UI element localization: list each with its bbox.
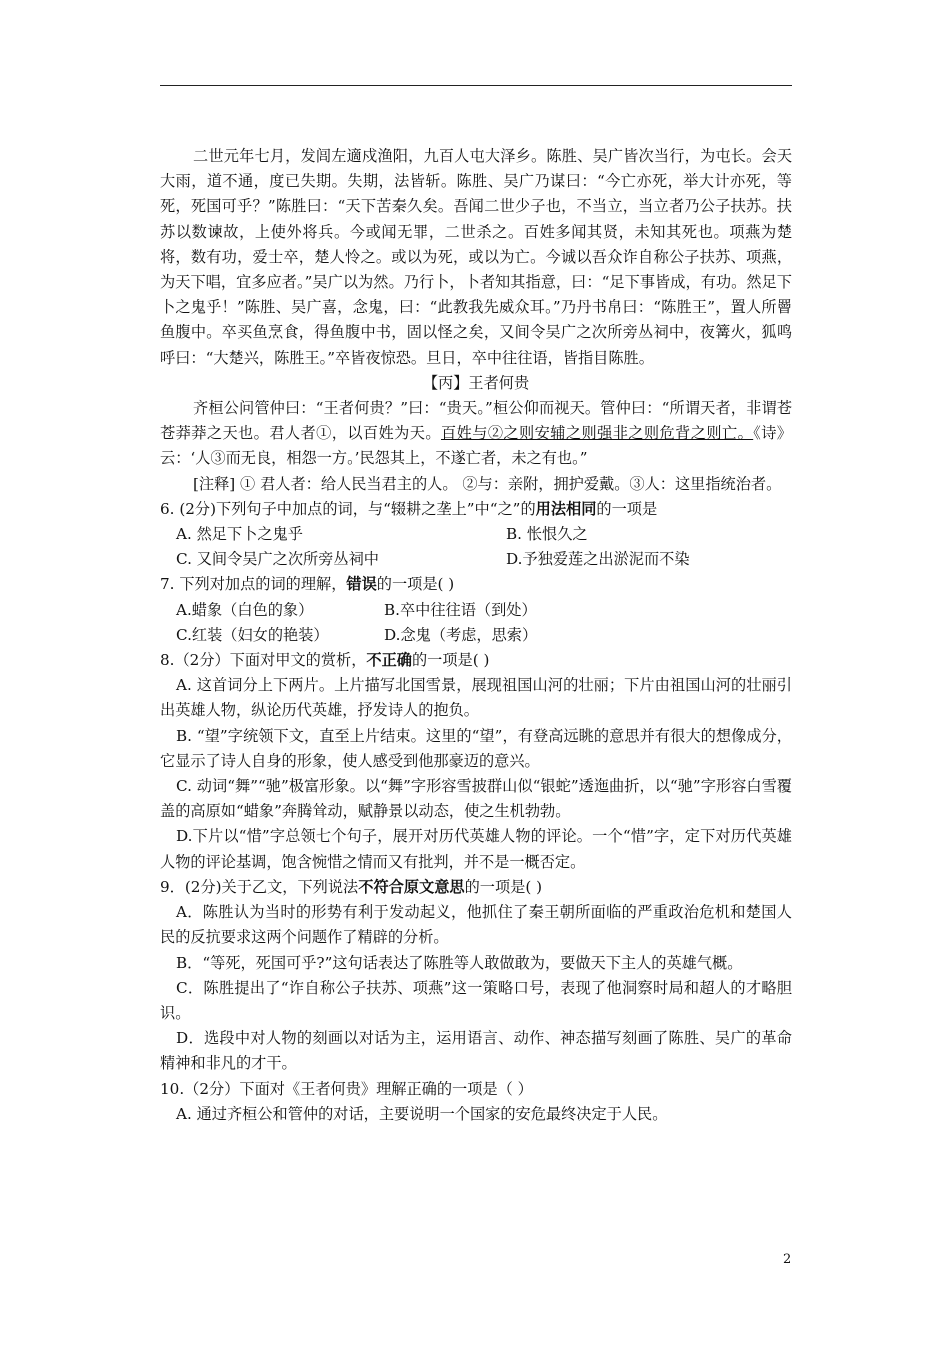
q9-option-a: A．陈胜认为当时的形势有利于发动起义，他抓住了秦王朝所面临的严重政治危机和楚国人民的反抗要求这两个问题作了精辟的分析。 <box>160 903 792 947</box>
question-6-options-ab <box>160 522 792 547</box>
q9-option-b: B．“等死，死国可乎?”这句话表达了陈胜等人敢做敢为，要做天下主人的英雄气概。 <box>176 953 743 972</box>
passage-bing-note: [注释] ① 君人者：给人民当君主的人。 ②与：亲附，拥护爱戴。③人：这里指统治者。 <box>193 474 782 493</box>
page-number: 2 <box>783 1252 792 1267</box>
q7-option-d: D.念鬼（考虑，思索） <box>384 625 538 644</box>
q6-option-b: B. 怅恨久之 <box>506 525 588 544</box>
q7-option-a: A.蜡象（白色的象） <box>176 600 314 619</box>
q8-option-c: C. 动词“舞”“驰”极富形象。以“舞”字形容雪披群山似“银蛇”透迤曲折，以“驰”字形容白雪覆盖的高原如“蜡象”奔腾耸动，赋静景以动态，使之生机勃勃。 <box>160 777 792 821</box>
header-rule <box>160 85 792 86</box>
question-6-stem: 6. (2分)下列句子中加点的词，与“辍耕之垄上”中“之”的用法相同的一项是 <box>160 499 658 518</box>
question-7-options-cd <box>160 623 792 648</box>
passage-bing-text: 齐桓公问管仲曰：“王者何贵？”曰：“贵天。”桓公仰而视天。管仲曰：“所谓天者，非谓苍苍莽莽之天也。君人者①，以百姓为天。百姓与②之则安辅之则强非之则危背之则亡。《诗》云：‘人③而无良，相怨一方。’民怨其上，不遂亡者，未之有也。” <box>160 399 792 468</box>
q6-option-c: C. 又间令吴广之次所旁丛祠中 <box>176 550 379 569</box>
q8-option-d: D.下片以“惜”字总领七个句子，展开对历代英雄人物的评论。一个“惜”字，定下对历代英雄人物的评论基调，饱含惋惜之情而又有批判，并不是一概否定。 <box>160 827 792 871</box>
q10-option-a: A. 通过齐桓公和管仲的对话，主要说明一个国家的安危最终决定于人民。 <box>176 1104 668 1123</box>
question-7-stem: 7. 下列对加点的词的理解，错误的一项是( ) <box>160 575 455 594</box>
q9-option-c: C．陈胜提出了“诈自称公子扶苏、项燕”这一策略口号，表现了他洞察时局和超人的才略胆识。 <box>160 978 792 1022</box>
q6-option-d: D.予独爱莲之出淤泥而不染 <box>506 550 690 569</box>
question-10-stem: 10.（2分）下面对《王者何贵》理解正确的一项是（ ） <box>160 1079 533 1098</box>
question-7-options-ab <box>160 598 792 623</box>
question-9-stem: 9．(2分)关于乙文，下列说法不符合原文意思的一项是( ) <box>160 877 542 896</box>
passage-yi: 二世元年七月，发闾左適戍渔阳，九百人屯大泽乡。陈胜、吴广皆次当行，为屯长。会天大雨，道不通，度已失期。失期，法皆斩。陈胜、吴广乃谋曰：“今亡亦死，举大计亦死，等死，死国可乎？”陈胜曰：“天下苦秦久矣。吾闻二世少子也，不当立，当立者乃公子扶苏。扶苏以数谏故，上使外将兵。今或闻无罪，二世杀之。百姓多闻其贤，未知其死也。项燕为楚将，数有功，爱士卒，楚人怜之。或以为死，或以为亡。今诚以吾众诈自称公子扶苏、项燕，为天下唱，宜多应者。”吴广以为然。乃行卜，卜者知其指意，曰：“足下事皆成，有功。然足下卜之鬼乎！”陈胜、吴广喜，念鬼，曰：“此教我先威众耳。”乃丹书帛曰：“陈胜王”，置人所罾鱼腹中。卒买鱼烹食，得鱼腹中书，固以怪之矣，又间令吴广之次所旁丛祠中，夜篝火，狐鸣呼曰：“大楚兴，陈胜王。”卒皆夜惊恐。旦日，卒中往往语，皆指目陈胜。 <box>160 147 792 367</box>
passage-bing-title: 【丙】王者何贵 <box>422 373 530 392</box>
q7-option-b: B.卒中往往语（到处） <box>384 600 537 619</box>
q7-option-c: C.红装（妇女的艳装） <box>176 625 329 644</box>
q8-option-b: B. “望”字统领下文，直至上片结束。这里的“望”，有登高远眺的意思并有很大的想像成分，它显示了诗人自身的形象，使人感受到他那豪迈的意兴。 <box>160 726 792 770</box>
underlined-sentence: 百姓与②之则安辅之则强非之则危背之则亡。 <box>440 424 754 443</box>
question-8-stem: 8.（2分）下面对甲文的赏析，不正确的一项是( ) <box>160 651 490 670</box>
page-content <box>160 144 792 1127</box>
question-6-options-cd <box>160 547 792 572</box>
q8-option-a: A. 这首词分上下两片。上片描写北国雪景，展现祖国山河的壮丽；下片由祖国山河的壮丽引出英雄人物，纵论历代英雄，抒发诗人的抱负。 <box>160 676 792 720</box>
q9-option-d: D．选段中对人物的刻画以对话为主，运用语言、动作、神态描写刻画了陈胜、吴广的革命精神和非凡的才干。 <box>160 1029 792 1073</box>
q6-option-a: A. 然足下卜之鬼乎 <box>176 525 303 544</box>
